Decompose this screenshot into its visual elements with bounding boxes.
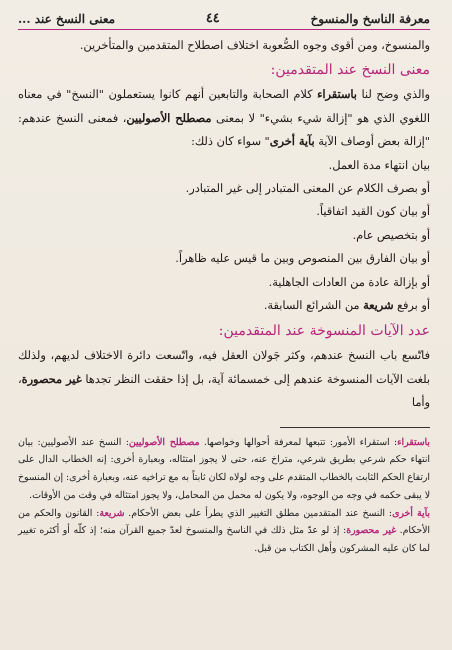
term-sharia: شريعة [363,298,394,313]
running-title-left: معنى النسخ عند ... [18,12,116,26]
list-item [18,294,430,317]
term-aya-ukhra: بآية أخرى [269,134,315,149]
footnote-term: غير محصورة [346,525,397,537]
footnote-separator [280,427,430,428]
header-rule [18,29,430,30]
text-run: والذي وضح لنا [356,88,430,102]
footnotes [18,434,430,558]
footnote-text: : النسخ عند الأصوليين: بيان انتهاء حكم شرعي بطريق شرعي، متراخ عنه، حتى لا يجوز امتثاله، وبعبارة أخرى: إنه الخطاب الدال على ارتفاع الحكم الثابت بالخطاب المتقدم على وجه لولاه لكان ثابتاً به مع تراخيه عنه، وبعبارة أخرى: إن المنسوخ لا يبقى حكمه في وجه من الوجوه، ولا يكون له محمل من المحامل، ولا يجوز امتثاله في وقت من الأوقات. [18,436,430,501]
footnote-1 [18,434,430,505]
footnote-text: : القانون والحكم من الأحكام. [18,507,430,537]
list-item: بيان انتهاء مدة العمل. [328,158,430,172]
page-number: ٤٤ [205,11,220,26]
list-item: أو بيان كون القيد اتفاقياً. [316,205,430,219]
term-ghayr-mahsura: غير محصورة [21,371,82,386]
list-item: أو بصرف الكلام عن المعنى المتبادر إلى غير المتبادر. [185,182,430,196]
footnote-term: شريعة [99,507,125,519]
term-istiqra: باستقراء [317,87,357,102]
paragraph-count [18,344,430,414]
text-run: كلام الصحابة والتابعين أنهم كانوا يستعملون "النسخ" في معناه اللغوي الذي هو "إزالة شيء بشيء" لا بمعنى [18,88,430,125]
text-run: من الشرائع السابقة. [263,299,364,313]
list-item: أو بيان الفارق بين المنصوص وبين ما قيس عليه ظاهراً. [175,252,430,266]
section-heading-count: عدد الآيات المنسوخة عند المتقدمين: [218,323,430,340]
section-heading-meaning: معنى النسخ عند المتقدمين: [270,62,430,79]
main-text [18,34,430,415]
text-run: أو برفع [393,299,430,313]
text-run: فاتّسع باب النسخ عندهم، وكثر جَولان العقل فيه، واتّسعت دائرة الاختلاف لديهم، ولذلك بلغت الآيات المنسوخة عندهم إلى خمسمائة آية، بل إذا حققت النظر تجدها [18,349,430,386]
text-run: " سواء كان ذلك: [191,135,270,149]
footnote-term: بآية أخرى [392,507,431,519]
list-item: أو بإزالة عادة من العادات الجاهلية. [268,275,430,289]
paragraph-intro: والمنسوخ، ومن أقوى وجوه الصُّعوبة اختلاف اصطلاح المتقدمين والمتأخرين. [79,39,430,52]
footnote-text: : إذ لو عدّ مثل ذلك في الناسخ والمنسوخ لعدّ جميع القرآن منه؛ إذ كلّه أو أكثره تغيير لما كان عليه المشركون وأهل الكتاب من قبل. [18,525,430,554]
term-usuliyyin: مصطلح الأصوليين [126,110,212,125]
footnote-term: مصطلح الأصوليين [128,436,200,448]
text-run: ، فمعنى النسخ عندهم: "إزالة بعض أوصاف الآية [18,111,430,149]
paragraph-definition [18,83,430,153]
footnote-term: باستقراء [397,436,430,448]
page-header [18,0,430,26]
list-item: أو بتخصيص عام. [352,228,430,242]
footnote-2 [18,505,430,558]
running-title-right: معرفة الناسخ والمنسوخ [310,12,430,26]
footnote-text: : النسخ عند المتقدمين مطلق التغيير الذي يطرأ على بعض الأحكام. [124,507,393,519]
footnote-text: : استقراء الأمور: تتبعها لمعرفة أحوالها وخواصها. [199,436,398,448]
text-run: ، وأما [18,372,430,410]
